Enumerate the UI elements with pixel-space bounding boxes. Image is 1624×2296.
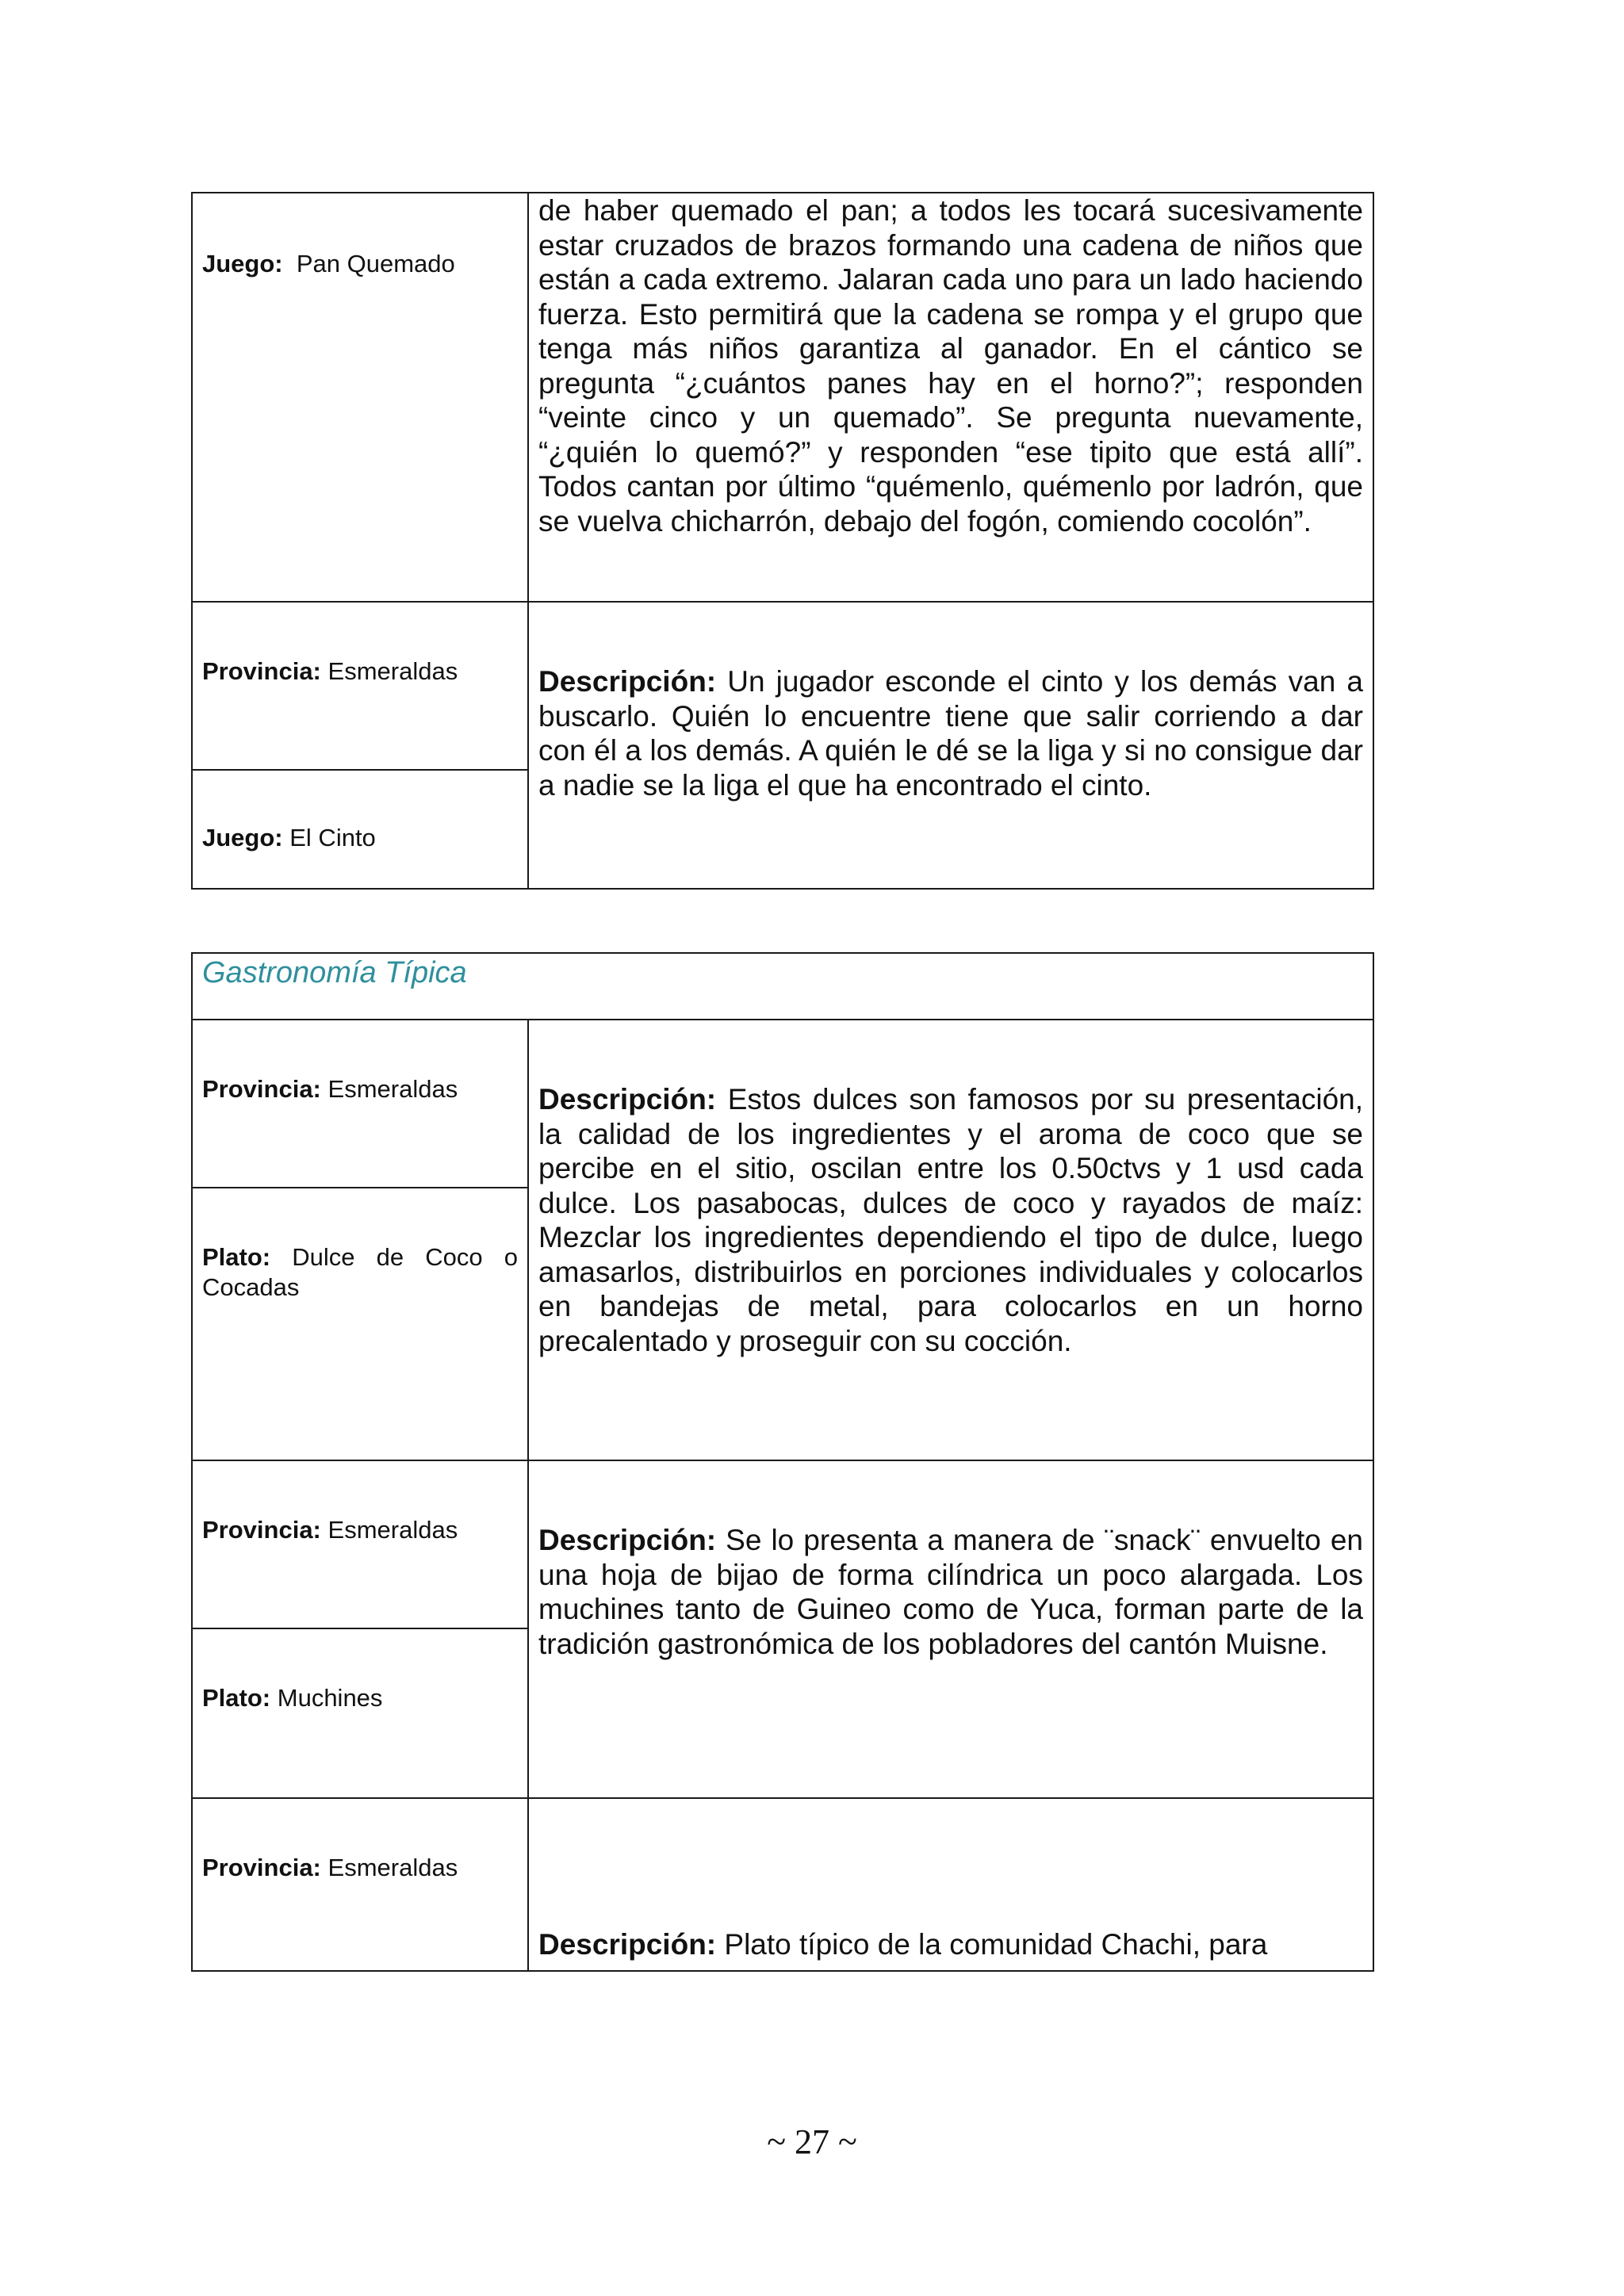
dish-value: Dulce de Coco o Cocadas: [202, 1243, 518, 1301]
dish-description: [538, 1927, 1363, 1962]
province-value: Esmeraldas: [327, 1075, 458, 1103]
dish-value: Muchines: [277, 1684, 383, 1712]
description-text: Un jugador esconde el cinto y los demás van a buscarlo. Quién lo encuentre tiene que salir corriendo a dar con él a los demás. A quién le dé se la liga y si no consigue dar a nadie se la liga el que ha encontrado el cinto.: [538, 665, 1364, 802]
description-label: Descripción:: [538, 1083, 717, 1115]
description-text: Plato típico de la comunidad Chachi, para: [724, 1928, 1268, 1961]
game-description: de haber quemado el pan; a todos les tocará sucesivamente estar cruzados de brazos formando una cadena de niños que están a cada extremo. Jalaran cada uno para un lado haciendo fuerza. Esto permitirá que la cadena se rompa y el grupo que tenga más niños garantiza al ganador. En el cántico se pregunta “¿cuántos panes hay en el horno?”; responden “veinte cinco y un quemado”. Se pregunta nuevamente, “¿quién lo quemó?” y responden “ese tipito que está allí”. Todos cantan por último “quémenlo, quémenlo por ladrón, que se vuelva chicharrón, debajo del fogón, comiendo cocolón”.: [538, 194, 1363, 538]
description-label: Descripción:: [538, 1524, 717, 1556]
game-label: Juego:: [202, 824, 283, 851]
description-label: Descripción:: [538, 665, 717, 698]
section-title-text: Gastronomía Típica: [202, 956, 467, 989]
dish-description-cell: [528, 1020, 1373, 1460]
dish-description: [538, 1082, 1363, 1358]
province-label: Provincia:: [202, 657, 321, 685]
description-label: Descripción:: [538, 1928, 717, 1961]
dish-description-cell: [528, 1460, 1373, 1798]
province-label: Provincia:: [202, 1516, 321, 1544]
province-label: Provincia:: [202, 1854, 321, 1881]
dish-label: Plato:: [202, 1243, 271, 1271]
games-table: [191, 192, 1374, 890]
game-description-cell: [528, 193, 1373, 602]
cinto-description: [538, 664, 1363, 802]
game-value: Pan Quemado: [296, 250, 455, 277]
game-label: Juego:: [202, 250, 283, 277]
province-cell: [192, 1798, 528, 1971]
dish-name-cell: [192, 1188, 528, 1460]
game-name-cell: [192, 193, 528, 602]
cinto-description-cell: [528, 602, 1373, 889]
description-text: Estos dulces son famosos por su presentación, la calidad de los ingredientes y el aroma de coco que se percibe en el sitio, oscilan entre los 0.50ctvs y 1 usd cada dulce. Los pasabocas, dulces de coco y rayados de maíz: Mezclar los ingredientes dependiendo el tipo de dulce, luego amasarlos, distribuirlos en porciones individuales y colocarlos en bandejas de metal, para colocarlos en un horno precalentado y proseguir con su cocción.: [538, 1083, 1364, 1357]
province-value: Esmeraldas: [327, 657, 458, 685]
province-cell: [192, 602, 528, 770]
page-number: ~ 27 ~: [767, 2122, 857, 2161]
province-cell: [192, 1020, 528, 1188]
province-value: Esmeraldas: [327, 1516, 458, 1544]
dish-description: [538, 1523, 1363, 1661]
description-text: Se lo presenta a manera de ¨snack¨ envuelto en una hoja de bijao de forma cilíndrica un poco alargada. Los muchines tanto de Guineo como de Yuca, forman parte de la tradición gastronómica de los pobladores del cantón Muisne.: [538, 1524, 1364, 1660]
gastronomy-table: [191, 952, 1374, 1972]
dish-label: Plato:: [202, 1684, 271, 1712]
province-value: Esmeraldas: [327, 1854, 458, 1881]
game-value: El Cinto: [289, 824, 376, 851]
dish-description-cell: [528, 1798, 1373, 1971]
game-name-cell: [192, 770, 528, 889]
dish-name-cell: [192, 1628, 528, 1798]
province-cell: [192, 1460, 528, 1628]
province-label: Provincia:: [202, 1075, 321, 1103]
section-title: [192, 953, 1373, 1020]
